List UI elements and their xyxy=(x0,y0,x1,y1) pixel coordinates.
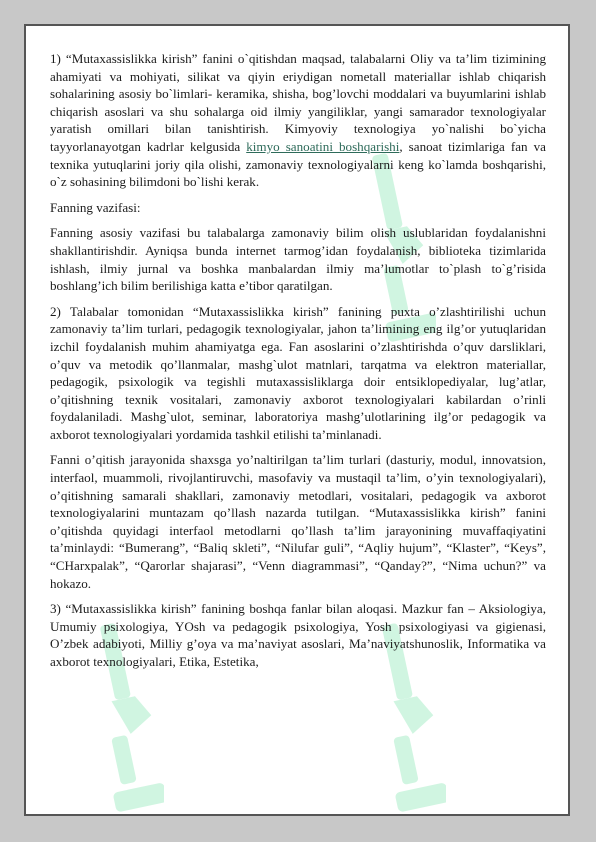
link-kimyo-sanoatini-boshqarishi[interactable]: kimyo sanoatini boshqarishi xyxy=(246,138,400,154)
paragraph-purpose-text: 1) “Mutaxassislikka kirish” fanini o`qitishdan maqsad, talabalarni Oliy va ta’lim tizimining ahamiyati va mohiyati, silikat va qiyin eriydigan nometall materiallar ishlab chiqarish sohalarining asosiy bo`limlari- keramika, shisha, bog’lovchi moddalari va buyumlarini ishlab chiqarish asoslari va shu sohalarga oid ilmiy yangiliklar, yangi samarador texnologiyalar yaratish omillari bilan tanishtirish. Kimyoviy texnologiya yo`nalishi bo`yicha tayyorlanayotgan kadrlar kelgusida xyxy=(50,51,546,154)
paragraph-purpose-text-end: , sanoat tizimlariga fan va texnika yutuqlarini joriy qila olishi, zamonaviy texnologiyalarni keng ko`lamda boshqarishi, o`z sohasining bilimdoni bo`lishi kerak. xyxy=(50,138,546,190)
paragraph-methods: 2) Talabalar tomonidan “Mutaxassislikka kirish” fanining puxta o’zlashtirilishi uchun zamonaviy ta’lim turlari, pedagogik texnologiyalar, jahon ta’limining eng ilg’or yutuqlaridan izchil foydalanish muhim ahamiyatga ega. Fan asoslarini o’zlashtirishda o’quv darsliklari, o’quv va metodik qo’llanmalar, mashg`ulot matnlari, tarqatma va elektron materiallar, pedagogik, psixologik va tegishli mutaxassisliklarga doir entsiklopediyalar, lug’atlar, o’qitishning texnik vositalari, zamonaviy axborot texnologiyalari kabilardan o’rinli foydalaniladi. Mashg`ulot, seminar, laboratoriya mashg’ulotlarining ilg’or pedagogik va axborot texnologiyalari yordamida tashkil etilishi ta’minlanadi. xyxy=(50,303,546,442)
document-page xyxy=(24,24,570,816)
section-heading-tasks: Fanning vazifasi: xyxy=(50,199,141,215)
document-body xyxy=(50,50,546,679)
paragraph-related-subjects: 3) “Mutaxassislikka kirish” fanining boshqa fanlar bilan aloqasi. Mazkur fan – Aksiologiya, Umumiy psixologiya, YOsh va pedagogik psixologiya, Yosh psixologiyasi va gigienasi, O’zbek adabiyoti, Milliy g’oya va ma’naviyat asoslari, Ma’naviyatshunoslik, Informatika va axborot texnologiyalari, Etika, Estetika, xyxy=(50,601,546,669)
paragraph-purpose xyxy=(50,50,546,191)
paragraph-interactive-methods: Fanni o’qitish jarayonida shaxsga yo’naltirilgan ta’lim turlari (dasturiy, modul, innovatsion, interfaol, muammoli, rivojlantiruvchi, masofaviy va mustaqil ta’lim, o’yin texnologiyalari), o’qitishning samarali shakllari, zamonaviy metodlari, vositalari, pedagogik va axborot texnologiyalarini muntazam qo’llash nazarda tutilgan. “Mutaxassislikka kirish” fanini o’qitishda quyidagi interfaol metodlarni qo’llash ta’lim jarayonining muvaffaqiyatini ta’minlaydi: “Bumerang”, “Baliq skleti”, “Nilufar guli”, “Aqliy hujum”, “Klaster”, “Keys”, “CHarxpalak”, “Qarorlar shajarasi”, “Venn diagrammasi”, “Qanday?”, “Nima uchun?” va hokazo. xyxy=(50,452,546,591)
paragraph-tasks: Fanning asosiy vazifasi bu talabalarga zamonaviy bilim olish uslublaridan foydalanishni shakllantirishdir. Ayniqsa bunda internet tarmog’idan foydalanish, biblioteka tizimlarida ishlash, ilmiy jurnal va boshka manbalardan ilmiy ma’lumotlar to`plash to`g’risida boshlang’ich bilim berilishiga katta e’tibor qaratilgan. xyxy=(50,225,546,294)
